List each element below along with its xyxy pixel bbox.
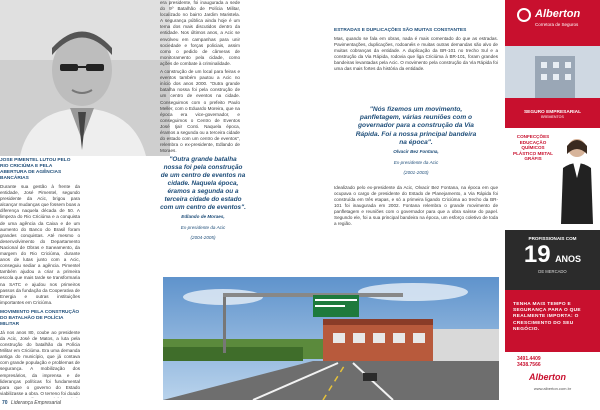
middle-body-2: A construção de um local para feiras e eventos também pautou a Acic no início dos anos 2000. "Outra grande batalha nossa foi pela construção de um centro de eventos na cidade. Conseguimos com o prefeito Paulo Meller, com o Eduardo Moreira, que na época era vice-governador, e conseguimos o Centro de Eventos José Ijair Conti. Naquela época, éramos a segunda ou a terceira cidade do estado com um centro de eventos", relembra o ex-presidente, Edlando de Moraes. [160, 69, 240, 154]
ad-years-sub: DE MERCADO [538, 269, 567, 274]
ad-brand: Alberton [535, 8, 581, 20]
ad-header [505, 0, 600, 46]
middle-quote: "Outra grande batalha nossa foi pela construção de um centro de eventos na cidade. Naquela época, éramos a segunda ou a terceira cidade do estado com um centro de eventos". [160, 156, 246, 211]
section-body: Já nos anos 80, coube ao presidente da Acic, José de Matos, a luta pela construção do batalhão da Polícia Militar em Criciúma. Era uma demanda antiga do município, que já contava com grande população e problemas de segurança. A mobilização dos empresários, da imprensa e de lideranças políticas foi fundamental para que o governo do Estado viabilizasse a obra. O terreno foi doado [0, 329, 80, 396]
building-icon [505, 46, 600, 98]
ad-brand-sub: Corretora de Seguros [535, 22, 579, 27]
page-number: 70 [2, 400, 8, 406]
ad-pros: PROFISSIONAIS COM [528, 236, 577, 241]
highway-photo [163, 277, 499, 400]
ad-slogan: TENHA MAIS TEMPO E SEGURANÇA PARA O QUE REALMENTE IMPORTA: O CRESCIMENTO DO SEU NEGÓCIO. [513, 302, 581, 332]
right-quote: "Nós fizemos um movimento, panfletagem, várias reuniões com o governador para a construção da Via Rápida. Foi a nossa principal bandeira na época". [355, 106, 477, 146]
advertisement [505, 0, 600, 410]
section-header: MOVIMENTO PELA CONSTRUÇÃO DO BATALHÃO DE POLÍCIA MILITAR [0, 309, 80, 327]
caption-header: JOSÉ PIMENTEL LUTOU PELO RIO CRICIÚMA E PELA ABERTURA DE AGÊNCIAS BANCÁRIAS [0, 158, 71, 181]
ad-banner-sub: BREMENTOS [541, 115, 564, 119]
middle-quote-author: Edlando de Moraes, [181, 214, 225, 219]
middle-quote-role: Ex-presidente da Acic [180, 224, 226, 230]
ad-banner-text: SEGURO EMPRESARIAL [523, 110, 582, 115]
ad-banner [505, 98, 600, 128]
page-footer [2, 400, 61, 406]
right-header: ESTRADAS E DUPLICAÇÕES SÃO MUITAS CONSTANTES [334, 28, 467, 33]
ad-site: www.alberton.com.br [533, 386, 572, 391]
ad-slogan-section [505, 290, 600, 352]
portrait-photo [0, 0, 170, 156]
right-quote-block [334, 98, 498, 185]
right-quote-role: Ex-presidente da Acic [393, 159, 439, 165]
right-column [334, 28, 498, 243]
right-body: Mas, quando se fala em obras, nada é mais comentado do que as estradas. Pavimentações, duplicações, rodoanéis e muitas outras demandas são alvo de muitas cobranças da entidade. A duplicação da BR-101 no trecho Sul e a construção da Via Rápida, rodovia que liga Criciúma à BR-101, foram grandes bandeiras levantadas pela Acic. O movimento pela construção da Via Rápida foi uma das mais fortes da história da entidade. [334, 36, 498, 72]
middle-quote-block [160, 156, 246, 246]
right-quote-years: (2001-2003) [403, 170, 429, 176]
right-body-2: Idealizado pelo ex-presidente da Acic, Olvacir Bez Fontana, na época em que ocupava o cargo de presidente do Estado de Planejamento, a Via Rápida foi construída em três etapas, e só a primeira ligando Criciúma ao trecho da BR-101 foi inaugurada em 2002. Fontana relembra o grande movimento de panfletagem e reuniões com o governador para que a obra saísse do papel. Segundo ele, foi a sua principal bandeira na época, um esforço coletivo de toda a região. [334, 184, 498, 227]
middle-quote-years: (2004-2005) [190, 235, 216, 241]
ad-building-photo [505, 46, 600, 98]
ad-phone-1: 3491.4409 [517, 356, 541, 362]
ad-years-label: ANOS [555, 254, 582, 264]
ad-phone-2: 3438.7566 [517, 362, 541, 368]
ad-years-row [505, 241, 600, 269]
ad-logo-icon [517, 8, 531, 22]
right-quote-author: Olvacir Bez Fontana, [393, 149, 439, 155]
ad-brand-footer: Alberton [529, 372, 566, 382]
ad-tagline: CONFECÇÕES EDUCAÇÃO QUÍMICOS PLÁSTICO METAL GRÁFIS [513, 134, 553, 162]
ad-years-section [505, 230, 600, 290]
portrait-image [0, 0, 170, 156]
highway-image [163, 277, 499, 400]
caption-body: Durante sua gestão à frente da entidade, José Pimentel, segundo presidente da Acic, brigou para alcançar mudanças que fossem boas a diferença naquela década de 50. A limpeza do Rio Criciúma e a conquista de uma agência da Caixa e de um aumento do Banco do Brasil foram grandes conquistas. Até mesmo o desenvolvimento do Departamento Nacional de Obras e Saneamento, da margem do Rio Criciúma, durante anos de lutas junto com a Acic, conseguiu sediar a agência. Pimentel também ajudou a criar a primeira escola que mais tarde se transformaria na SATC e ajudou nos primeiros passos da fundação da Cooperativa de Energia e outras instituições importantes em Criciúma. [0, 184, 80, 305]
left-column [0, 158, 80, 398]
ad-business-section [505, 128, 600, 230]
middle-body-1: era presidente, foi inaugurada a sede do 9º Batalhão de Polícia Militar, localizado no bairro Jardim Maristela. A segurança pública ainda hoje é um tema dos mais discutidos dentro da entidade. Nos últimos anos, a Acic se envolveu em campanhas para unir sociedade e forças policiais, assim como o pedido de câmeras de monitoramento pela cidade, como ações de combate à criminalidade. [160, 0, 240, 66]
publication-title: Liderança Empresarial [10, 400, 61, 406]
ad-years-number: 19 [523, 241, 551, 268]
ad-contact-section [505, 352, 600, 410]
businesswoman-icon [555, 134, 599, 224]
